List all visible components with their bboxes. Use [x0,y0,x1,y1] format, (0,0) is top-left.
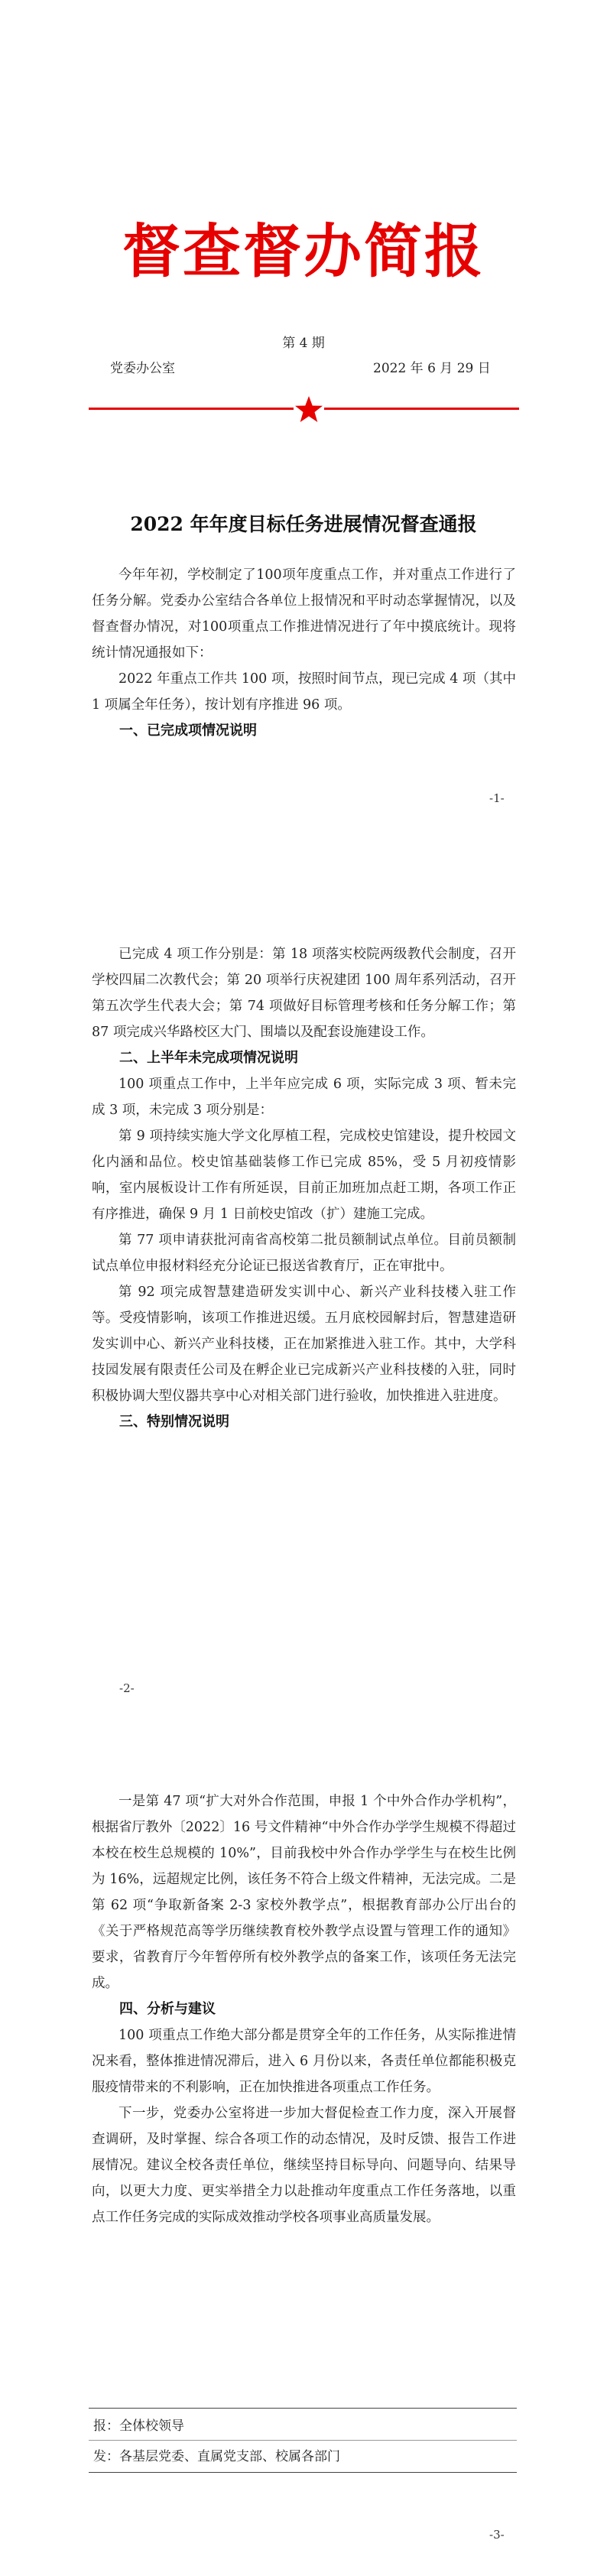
page-2 [0,859,607,1717]
masthead-title: 督查督办简报 [122,217,485,285]
section-2-paragraph-1: 100 项重点工作中，上半年应完成 6 项，实际完成 3 项、暂未完成 3 项，未完成 3 项分别是： [92,1077,516,1118]
send-to-line: 发：各基层党委、直属党支部、校属各部门 [93,2449,340,2464]
distribution-rule-top [89,2408,517,2409]
section-1-heading: 一、已完成项情况说明 [119,723,257,739]
section-1-body: 已完成 4 项工作分别是：第 18 项落实校院两级教代会制度，召开学校四届二次教代会；第 20 项举行庆祝建团 100 周年系列活动，召开第五次学生代表大会；第 74 项做好目标管理考核和任务分解工作；第 87 项完成兴华路校区大门、围墙以及配套设施建设工作。 [92,947,516,1040]
distribution-rule-bottom [89,2472,517,2473]
issuer: 党委办公室 [110,361,175,376]
section-3-heading: 三、特别情况说明 [119,1414,229,1430]
page-number-2: -2- [119,1681,135,1695]
document-title: 2022 年年度目标任务进展情况督查通报 [130,513,477,535]
intro-section [92,562,516,744]
page-1 [0,0,607,859]
section-3-body: 一是第 47 项“扩大对外合作范围，申报 1 个中外合作办学机构”，根据省厅教外〔2022〕16 号文件精神“中外合作办学学生规模不得超过本校在校生总规模的 10%”，目前我校中外合作办学学生与在校生比例为 16%，远超规定比例，该任务不符合上级文件精神，无法完成。二是第 62 项“争取新备案 2-3 家校外教学点”，根据教育部办公厅出台的《关于严格规范高等学历继续教育校外教学点设置与管理工作的通知》要求，省教育厅今年暂停所有校外教学点的备案工作，该项任务无法完成。 [92,1794,516,1991]
page-number-1: -1- [489,791,505,805]
section-4-paragraph-1: 100 项重点工作绝大部分都是贯穿全年的工作任务，从实际推进情况来看，整体推进情况滞后，进入 6 月份以来，各责任单位都能积极克服疫情带来的不利影响，正在加快推进各项重点工作任务。 [92,2028,516,2095]
section-4-paragraph-2: 下一步，党委办公室将进一步加大督促检查工作力度，深入开展督查调研，及时掌握、综合各项工作的动态情况，及时反馈、报告工作进展情况。建议全校各责任单位，继续坚持目标导向、问题导向、结果导向，以更大力度、更实举措全力以赴推动年度重点工作任务落地，以重点工作任务完成的实际成效推动学校各项事业高质量发展。 [92,2106,516,2225]
intro-paragraph-2: 2022 年重点工作共 100 项，按照时间节点，现已完成 4 项（其中 1 项属全年任务），按计划有序推进 96 项。 [92,671,516,713]
section-2-paragraph-3: 第 77 项申请获批河南省高校第二批员额制试点单位。目前员额制试点单位申报材料经充分论证已报送省教育厅，正在审批中。 [92,1233,516,1274]
section-4-heading: 四、分析与建议 [119,2001,216,2017]
red-divider-right [324,408,519,410]
red-divider-left [89,408,294,410]
section-2-paragraph-2: 第 9 项持续实施大学文化厚植工程，完成校史馆建设，提升校园文化内涵和品位。校史馆基础装修工作已完成 85%，受 5 月初疫情影响，室内展板设计工作有所延误，目前正加班加点赶工期，各项工作正有序推进，确保 9 月 1 日前校史馆改（扩）建施工完成。 [92,1129,516,1222]
page-3 [0,1717,607,2576]
page-number-3: -3- [489,2528,505,2542]
issue-number: 第 4 期 [282,336,325,351]
red-star-icon [294,394,324,424]
issue-date: 2022 年 6 月 29 日 [373,361,491,376]
page-3-body [92,1788,516,2230]
report-to-line: 报：全体校领导 [93,2418,184,2434]
distribution-rule-middle [89,2440,517,2441]
page-2-body [92,941,516,1435]
intro-paragraph-1: 今年年初，学校制定了100项年度重点工作，并对重点工作进行了任务分解。党委办公室结合各单位上报情况和平时动态掌握情况，以及督查督办情况，对100项重点工作推进情况进行了年中摸底统计。现将统计情况通报如下： [92,567,516,661]
section-2-heading: 二、上半年未完成项情况说明 [119,1050,298,1066]
section-2-paragraph-4: 第 92 项完成智慧建造研发实训中心、新兴产业科技楼入驻工作等。受疫情影响，该项工作推进迟缓。五月底校园解封后，智慧建造研发实训中心、新兴产业科技楼，正在加紧推进入驻工作。其中，大学科技园发展有限责任公司及在孵企业已完成新兴产业科技楼的入驻，同时积极协调大型仪器共享中心对相关部门进行验收，加快推进入驻进度。 [92,1285,516,1404]
